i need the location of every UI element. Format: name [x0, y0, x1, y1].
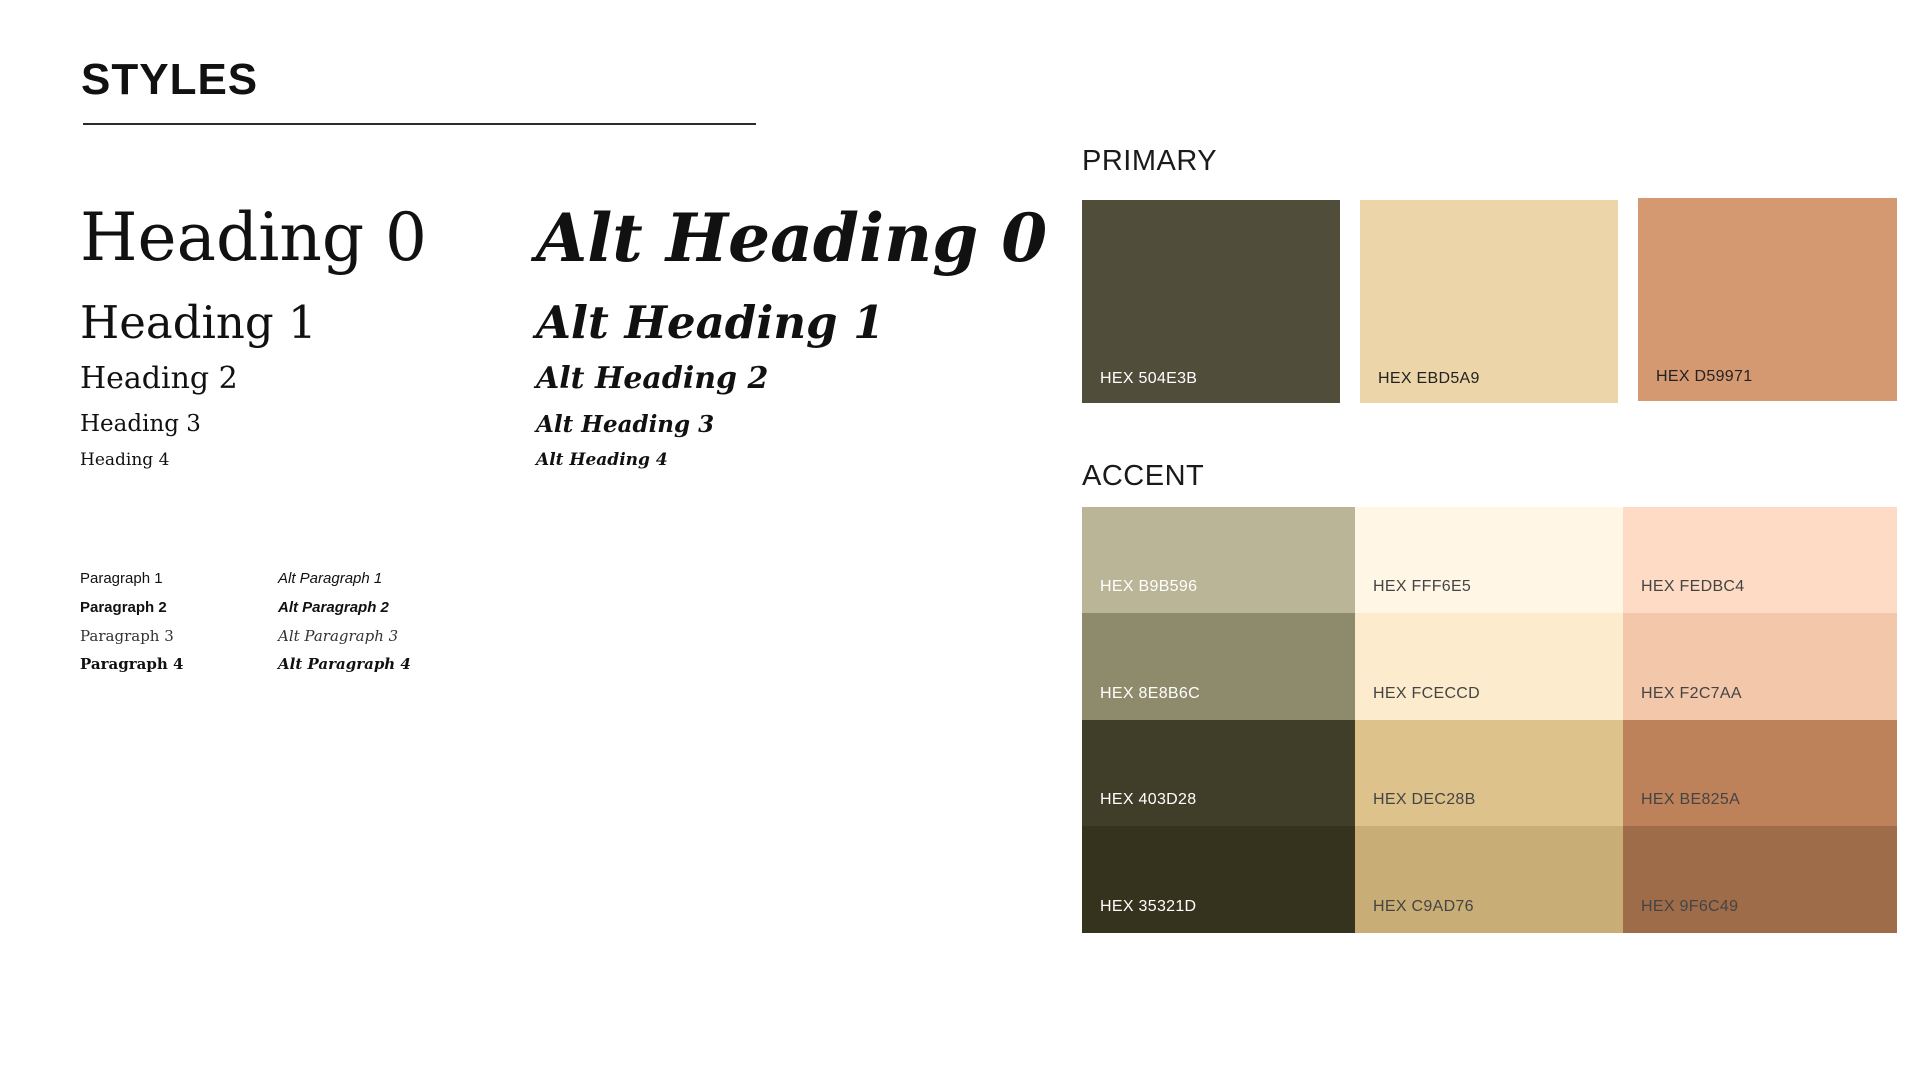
accent-swatch	[1355, 720, 1623, 826]
alt-paragraph-4-sample: Alt Paragraph 4	[278, 655, 411, 673]
accent-swatch	[1623, 826, 1897, 933]
swatch-hex-label: HEX F2C7AA	[1641, 685, 1742, 702]
swatch-hex-label: HEX 403D28	[1100, 791, 1197, 808]
swatch-hex-label: HEX 9F6C49	[1641, 898, 1739, 915]
alt-paragraph-3-sample: Alt Paragraph 3	[278, 627, 399, 645]
primary-swatch	[1360, 200, 1618, 403]
page-title: STYLES	[81, 55, 259, 104]
swatch-hex-label: HEX B9B596	[1100, 578, 1198, 595]
swatch-hex-label: HEX FCECCD	[1373, 685, 1481, 702]
title-divider	[83, 123, 756, 125]
accent-swatch	[1623, 613, 1897, 720]
primary-swatch	[1638, 198, 1897, 401]
accent-swatch-grid	[1082, 507, 1897, 933]
accent-swatch	[1355, 826, 1623, 933]
alt-heading-0-sample: Alt Heading 0	[536, 199, 1048, 277]
alt-heading-1-sample: Alt Heading 1	[536, 296, 885, 349]
accent-swatch	[1623, 507, 1897, 613]
swatch-hex-label: HEX FFF6E5	[1373, 578, 1472, 595]
heading-4-sample: Heading 4	[80, 450, 170, 470]
accent-swatch	[1082, 507, 1355, 613]
accent-swatch	[1082, 720, 1355, 826]
accent-swatch	[1082, 613, 1355, 720]
alt-paragraph-1-sample: Alt Paragraph 1	[278, 570, 383, 587]
heading-3-sample: Heading 3	[80, 411, 201, 437]
swatch-hex-label: HEX D59971	[1656, 368, 1753, 385]
swatch-hex-label: HEX 8E8B6C	[1100, 685, 1200, 702]
heading-2-sample: Heading 2	[80, 361, 238, 396]
swatch-hex-label: HEX C9AD76	[1373, 898, 1474, 915]
accent-swatch	[1355, 613, 1623, 720]
accent-swatch	[1355, 507, 1623, 613]
accent-section-label: ACCENT	[1082, 460, 1205, 492]
alt-heading-2-sample: Alt Heading 2	[536, 361, 769, 396]
paragraph-2-sample: Paragraph 2	[80, 599, 167, 616]
alt-paragraph-2-sample: Alt Paragraph 2	[278, 599, 389, 616]
paragraph-1-sample: Paragraph 1	[80, 570, 163, 587]
swatch-hex-label: HEX 504E3B	[1100, 370, 1198, 387]
accent-swatch	[1623, 720, 1897, 826]
paragraph-4-sample: Paragraph 4	[80, 655, 184, 673]
alt-heading-3-sample: Alt Heading 3	[536, 411, 715, 438]
alt-heading-4-sample: Alt Heading 4	[536, 450, 668, 470]
primary-section-label: PRIMARY	[1082, 145, 1218, 177]
swatch-hex-label: HEX FEDBC4	[1641, 578, 1745, 595]
swatch-hex-label: HEX BE825A	[1641, 791, 1741, 808]
heading-1-sample: Heading 1	[80, 296, 317, 349]
swatch-hex-label: HEX EBD5A9	[1378, 370, 1480, 387]
primary-swatch	[1082, 200, 1340, 403]
accent-swatch	[1082, 826, 1355, 933]
paragraph-3-sample: Paragraph 3	[80, 627, 174, 645]
swatch-hex-label: HEX DEC28B	[1373, 791, 1476, 808]
swatch-hex-label: HEX 35321D	[1100, 898, 1197, 915]
heading-0-sample: Heading 0	[80, 199, 428, 276]
